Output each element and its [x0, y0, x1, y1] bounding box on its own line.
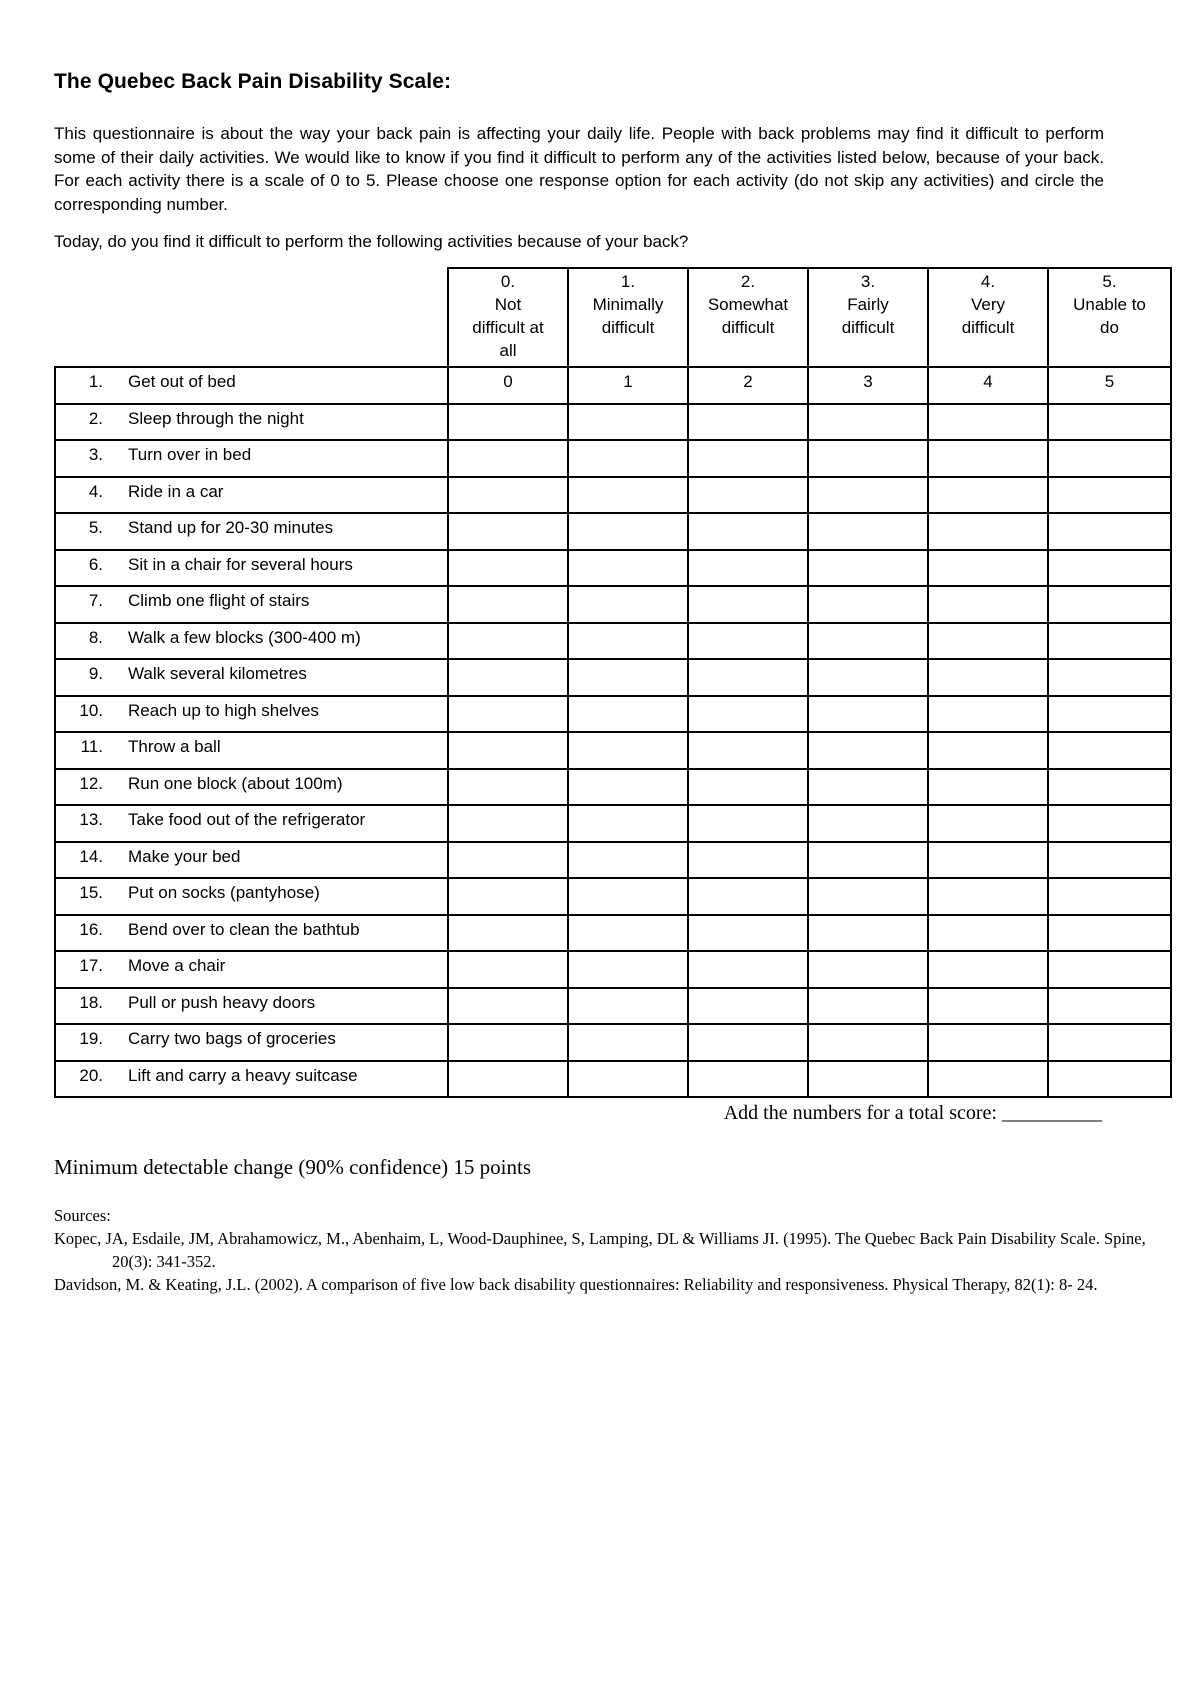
- score-cell-0[interactable]: [448, 732, 568, 769]
- scale-header-label: Not: [494, 295, 522, 314]
- score-cell-2[interactable]: [688, 1061, 808, 1098]
- score-cell-0[interactable]: [448, 769, 568, 806]
- score-cell-2[interactable]: [688, 659, 808, 696]
- score-cell-1[interactable]: [568, 1061, 688, 1098]
- score-cell-0[interactable]: [448, 477, 568, 514]
- table-row: [55, 1061, 1171, 1098]
- score-cell-2[interactable]: [688, 1024, 808, 1061]
- scale-header-label: difficult: [841, 318, 895, 337]
- activity-number: 5.: [55, 513, 117, 550]
- score-cell-5[interactable]: [1048, 1061, 1171, 1098]
- score-cell-0[interactable]: [448, 842, 568, 879]
- activity-number: 6.: [55, 550, 117, 587]
- table-row: [55, 951, 1171, 988]
- score-cell-4[interactable]: [928, 623, 1048, 660]
- score-cell-1[interactable]: [568, 623, 688, 660]
- score-cell-3[interactable]: [808, 951, 928, 988]
- score-cell-2[interactable]: [688, 915, 808, 952]
- total-score-line: Add the numbers for a total score: __________: [723, 1102, 1102, 1124]
- table-row: [55, 623, 1171, 660]
- scale-header-5: [1048, 268, 1171, 367]
- score-cell-2[interactable]: [688, 586, 808, 623]
- score-cell-5[interactable]: [1048, 550, 1171, 587]
- score-cell-4[interactable]: [928, 1024, 1048, 1061]
- score-cell-4[interactable]: [928, 1061, 1048, 1098]
- score-cell-0[interactable]: [448, 988, 568, 1025]
- scale-header-label: difficult: [721, 318, 775, 337]
- activity-label: Reach up to high shelves: [117, 696, 448, 733]
- activity-number: 11.: [55, 732, 117, 769]
- score-cell-1[interactable]: [568, 586, 688, 623]
- score-cell-1[interactable]: [568, 732, 688, 769]
- activity-label: Put on socks (pantyhose): [117, 878, 448, 915]
- score-cell-5[interactable]: [1048, 477, 1171, 514]
- score-cell-3[interactable]: [808, 696, 928, 733]
- score-cell-5[interactable]: [1048, 696, 1171, 733]
- table-row: [55, 659, 1171, 696]
- activity-number: 16.: [55, 915, 117, 952]
- score-cell-4[interactable]: [928, 696, 1048, 733]
- activity-number: 2.: [55, 404, 117, 441]
- activity-number: 17.: [55, 951, 117, 988]
- score-cell-1[interactable]: [568, 696, 688, 733]
- score-cell-1[interactable]: [568, 769, 688, 806]
- activity-label: Lift and carry a heavy suitcase: [117, 1061, 448, 1098]
- score-cell-3[interactable]: [808, 878, 928, 915]
- score-cell-3[interactable]: [808, 1061, 928, 1098]
- score-cell-3[interactable]: [808, 623, 928, 660]
- score-cell-3[interactable]: [808, 513, 928, 550]
- score-cell-5[interactable]: [1048, 1024, 1171, 1061]
- score-cell-5[interactable]: 5: [1048, 367, 1171, 404]
- sources-section: [54, 1204, 1172, 1296]
- score-cell-3[interactable]: [808, 842, 928, 879]
- score-cell-2[interactable]: 2: [688, 367, 808, 404]
- scale-header-label: Somewhat: [707, 295, 789, 314]
- activity-number: 3.: [55, 440, 117, 477]
- score-cell-5[interactable]: [1048, 659, 1171, 696]
- score-cell-2[interactable]: [688, 623, 808, 660]
- score-cell-0[interactable]: [448, 513, 568, 550]
- score-cell-1[interactable]: [568, 659, 688, 696]
- activity-number: 4.: [55, 477, 117, 514]
- table-row: [55, 988, 1171, 1025]
- activity-label: Take food out of the refrigerator: [117, 805, 448, 842]
- score-cell-4[interactable]: [928, 550, 1048, 587]
- score-cell-5[interactable]: [1048, 586, 1171, 623]
- activity-number: 13.: [55, 805, 117, 842]
- score-cell-0[interactable]: [448, 696, 568, 733]
- table-row: [55, 915, 1171, 952]
- score-cell-0[interactable]: [448, 440, 568, 477]
- score-cell-5[interactable]: [1048, 951, 1171, 988]
- score-cell-1[interactable]: [568, 404, 688, 441]
- score-cell-1[interactable]: [568, 988, 688, 1025]
- score-cell-4[interactable]: [928, 805, 1048, 842]
- score-cell-3[interactable]: [808, 404, 928, 441]
- score-cell-1[interactable]: [568, 1024, 688, 1061]
- score-cell-3[interactable]: 3: [808, 367, 928, 404]
- score-cell-0[interactable]: [448, 1061, 568, 1098]
- score-cell-3[interactable]: [808, 659, 928, 696]
- score-cell-0[interactable]: [448, 586, 568, 623]
- scale-header-number: 2.: [740, 272, 756, 291]
- score-cell-0[interactable]: [448, 1024, 568, 1061]
- score-cell-2[interactable]: [688, 513, 808, 550]
- activity-label: Make your bed: [117, 842, 448, 879]
- score-cell-1[interactable]: [568, 513, 688, 550]
- table-row: [55, 404, 1171, 441]
- score-cell-0[interactable]: [448, 659, 568, 696]
- table-row: [55, 513, 1171, 550]
- activity-label: Bend over to clean the bathtub: [117, 915, 448, 952]
- score-cell-5[interactable]: [1048, 842, 1171, 879]
- score-cell-2[interactable]: [688, 550, 808, 587]
- score-cell-2[interactable]: [688, 951, 808, 988]
- activity-label: Sit in a chair for several hours: [117, 550, 448, 587]
- score-cell-5[interactable]: [1048, 878, 1171, 915]
- activity-number: 14.: [55, 842, 117, 879]
- scale-header-label: Unable to: [1073, 295, 1146, 314]
- scale-header-label: Fairly: [847, 295, 889, 314]
- score-cell-0[interactable]: [448, 404, 568, 441]
- scale-header-number: 5.: [1102, 272, 1117, 291]
- intro-paragraph: This questionnaire is about the way your back pain is affecting your daily life. People with back problems may find it difficult to perform some of their daily activities. We would like to know if you find it difficult to perform any of the activities listed below, because of your back. For each activity there is a scale of 0 to 5. Please choose one response option for each activity (do not skip any activities) and circle the corresponding number.: [54, 124, 1104, 214]
- score-cell-4[interactable]: [928, 988, 1048, 1025]
- score-cell-2[interactable]: [688, 404, 808, 441]
- scale-header-3: [808, 268, 928, 367]
- scale-header-label: difficult: [601, 318, 655, 337]
- scale-header-number: 1.: [620, 272, 636, 291]
- score-cell-4[interactable]: [928, 659, 1048, 696]
- score-cell-3[interactable]: [808, 769, 928, 806]
- scale-header-1: [568, 268, 688, 367]
- scale-header-label: difficult at: [472, 318, 544, 337]
- table-row: [55, 1024, 1171, 1061]
- activity-label: Walk a few blocks (300-400 m): [117, 623, 448, 660]
- score-cell-3[interactable]: [808, 915, 928, 952]
- score-cell-3[interactable]: [808, 586, 928, 623]
- activity-number: 1.: [55, 367, 117, 404]
- activity-label: Stand up for 20-30 minutes: [117, 513, 448, 550]
- score-cell-4[interactable]: [928, 513, 1048, 550]
- scale-header-4: [928, 268, 1048, 367]
- score-cell-0[interactable]: [448, 915, 568, 952]
- activity-label: Get out of bed: [117, 367, 448, 404]
- score-cell-5[interactable]: [1048, 513, 1171, 550]
- activity-number: 9.: [55, 659, 117, 696]
- score-cell-5[interactable]: [1048, 440, 1171, 477]
- activity-number: 10.: [55, 696, 117, 733]
- score-cell-3[interactable]: [808, 988, 928, 1025]
- score-cell-1[interactable]: [568, 878, 688, 915]
- header-blank-cell: [55, 268, 448, 367]
- table-row: [55, 805, 1171, 842]
- table-row: [55, 586, 1171, 623]
- score-cell-1[interactable]: [568, 842, 688, 879]
- table-row: [55, 878, 1171, 915]
- activity-number: 7.: [55, 586, 117, 623]
- score-cell-4[interactable]: [928, 951, 1048, 988]
- activity-label: Throw a ball: [117, 732, 448, 769]
- score-cell-0[interactable]: [448, 951, 568, 988]
- score-cell-1[interactable]: [568, 951, 688, 988]
- score-cell-2[interactable]: [688, 440, 808, 477]
- score-cell-2[interactable]: [688, 769, 808, 806]
- score-cell-1[interactable]: [568, 440, 688, 477]
- activity-label: Turn over in bed: [117, 440, 448, 477]
- score-cell-1[interactable]: [568, 477, 688, 514]
- scale-header-label: difficult: [961, 318, 1015, 337]
- score-cell-4[interactable]: [928, 586, 1048, 623]
- scale-header-label: do: [1100, 318, 1119, 337]
- score-cell-0[interactable]: [448, 878, 568, 915]
- scale-header-number: 0.: [500, 272, 516, 291]
- score-cell-4[interactable]: [928, 404, 1048, 441]
- score-cell-3[interactable]: [808, 440, 928, 477]
- score-cell-4[interactable]: [928, 769, 1048, 806]
- score-cell-5[interactable]: [1048, 769, 1171, 806]
- score-cell-4[interactable]: 4: [928, 367, 1048, 404]
- score-cell-5[interactable]: [1048, 404, 1171, 441]
- score-cell-2[interactable]: [688, 878, 808, 915]
- activity-label: Climb one flight of stairs: [117, 586, 448, 623]
- activity-label: Walk several kilometres: [117, 659, 448, 696]
- score-cell-5[interactable]: [1048, 805, 1171, 842]
- sources-heading: Sources:: [54, 1206, 111, 1225]
- activity-label: Move a chair: [117, 951, 448, 988]
- score-cell-4[interactable]: [928, 842, 1048, 879]
- page-title: The Quebec Back Pain Disability Scale:: [54, 70, 452, 93]
- table-row: [55, 550, 1171, 587]
- table-row: [55, 769, 1171, 806]
- score-cell-4[interactable]: [928, 915, 1048, 952]
- score-cell-4[interactable]: [928, 732, 1048, 769]
- reference-kopec: Kopec, JA, Esdaile, JM, Abrahamowicz, M., Abenhaim, L, Wood-Dauphinee, S, Lamping, DL & Williams JI. (1995). The Quebec Back Pain Disability Scale. Spine, 20(3): 341-352.: [54, 1229, 1146, 1271]
- score-cell-4[interactable]: [928, 477, 1048, 514]
- activity-rows: [55, 367, 1171, 1097]
- activity-number: 12.: [55, 769, 117, 806]
- questionnaire-page: [54, 70, 1172, 1296]
- score-cell-3[interactable]: [808, 550, 928, 587]
- question-prompt: Today, do you find it difficult to perform the following activities because of your back?: [54, 232, 689, 251]
- table-row: [55, 696, 1171, 733]
- score-cell-4[interactable]: [928, 440, 1048, 477]
- activity-number: 20.: [55, 1061, 117, 1098]
- activity-label: Run one block (about 100m): [117, 769, 448, 806]
- score-cell-4[interactable]: [928, 878, 1048, 915]
- score-cell-2[interactable]: [688, 805, 808, 842]
- activity-number: 19.: [55, 1024, 117, 1061]
- score-cell-5[interactable]: [1048, 623, 1171, 660]
- table-row: [55, 477, 1171, 514]
- table-row: [55, 440, 1171, 477]
- score-cell-2[interactable]: [688, 696, 808, 733]
- activity-scale-table: [54, 267, 1172, 1098]
- scale-header-label: Very: [970, 295, 1006, 314]
- table-row: [55, 367, 1171, 404]
- score-cell-2[interactable]: [688, 732, 808, 769]
- score-cell-2[interactable]: [688, 477, 808, 514]
- scale-header-number: 3.: [860, 272, 876, 291]
- table-row: [55, 842, 1171, 879]
- activity-label: Ride in a car: [117, 477, 448, 514]
- score-cell-1[interactable]: [568, 805, 688, 842]
- scale-header: [55, 268, 1171, 367]
- score-cell-5[interactable]: [1048, 915, 1171, 952]
- score-cell-3[interactable]: [808, 1024, 928, 1061]
- scale-header-number: 4.: [980, 272, 996, 291]
- activity-number: 8.: [55, 623, 117, 660]
- score-cell-2[interactable]: [688, 988, 808, 1025]
- activity-label: Carry two bags of groceries: [117, 1024, 448, 1061]
- scale-header-label: Minimally: [592, 295, 664, 314]
- table-row: [55, 732, 1171, 769]
- scale-header-label: all: [499, 341, 517, 360]
- score-cell-0[interactable]: [448, 550, 568, 587]
- score-cell-0[interactable]: [448, 805, 568, 842]
- score-cell-3[interactable]: [808, 477, 928, 514]
- minimum-detectable-change: Minimum detectable change (90% confidence) 15 points: [54, 1155, 532, 1179]
- score-cell-5[interactable]: [1048, 988, 1171, 1025]
- score-cell-2[interactable]: [688, 842, 808, 879]
- score-cell-3[interactable]: [808, 805, 928, 842]
- reference-davidson: Davidson, M. & Keating, J.L. (2002). A comparison of five low back disability questionnaires: Reliability and responsiveness. Physical Therapy, 82(1): 8- 24.: [54, 1275, 1098, 1294]
- scale-header-2: [688, 268, 808, 367]
- activity-number: 18.: [55, 988, 117, 1025]
- score-cell-0[interactable]: [448, 623, 568, 660]
- score-cell-3[interactable]: [808, 732, 928, 769]
- score-cell-1[interactable]: 1: [568, 367, 688, 404]
- score-cell-1[interactable]: [568, 915, 688, 952]
- score-cell-5[interactable]: [1048, 732, 1171, 769]
- activity-label: Pull or push heavy doors: [117, 988, 448, 1025]
- score-cell-1[interactable]: [568, 550, 688, 587]
- scale-header-0: [448, 268, 568, 367]
- score-cell-0[interactable]: 0: [448, 367, 568, 404]
- activity-label: Sleep through the night: [117, 404, 448, 441]
- activity-number: 15.: [55, 878, 117, 915]
